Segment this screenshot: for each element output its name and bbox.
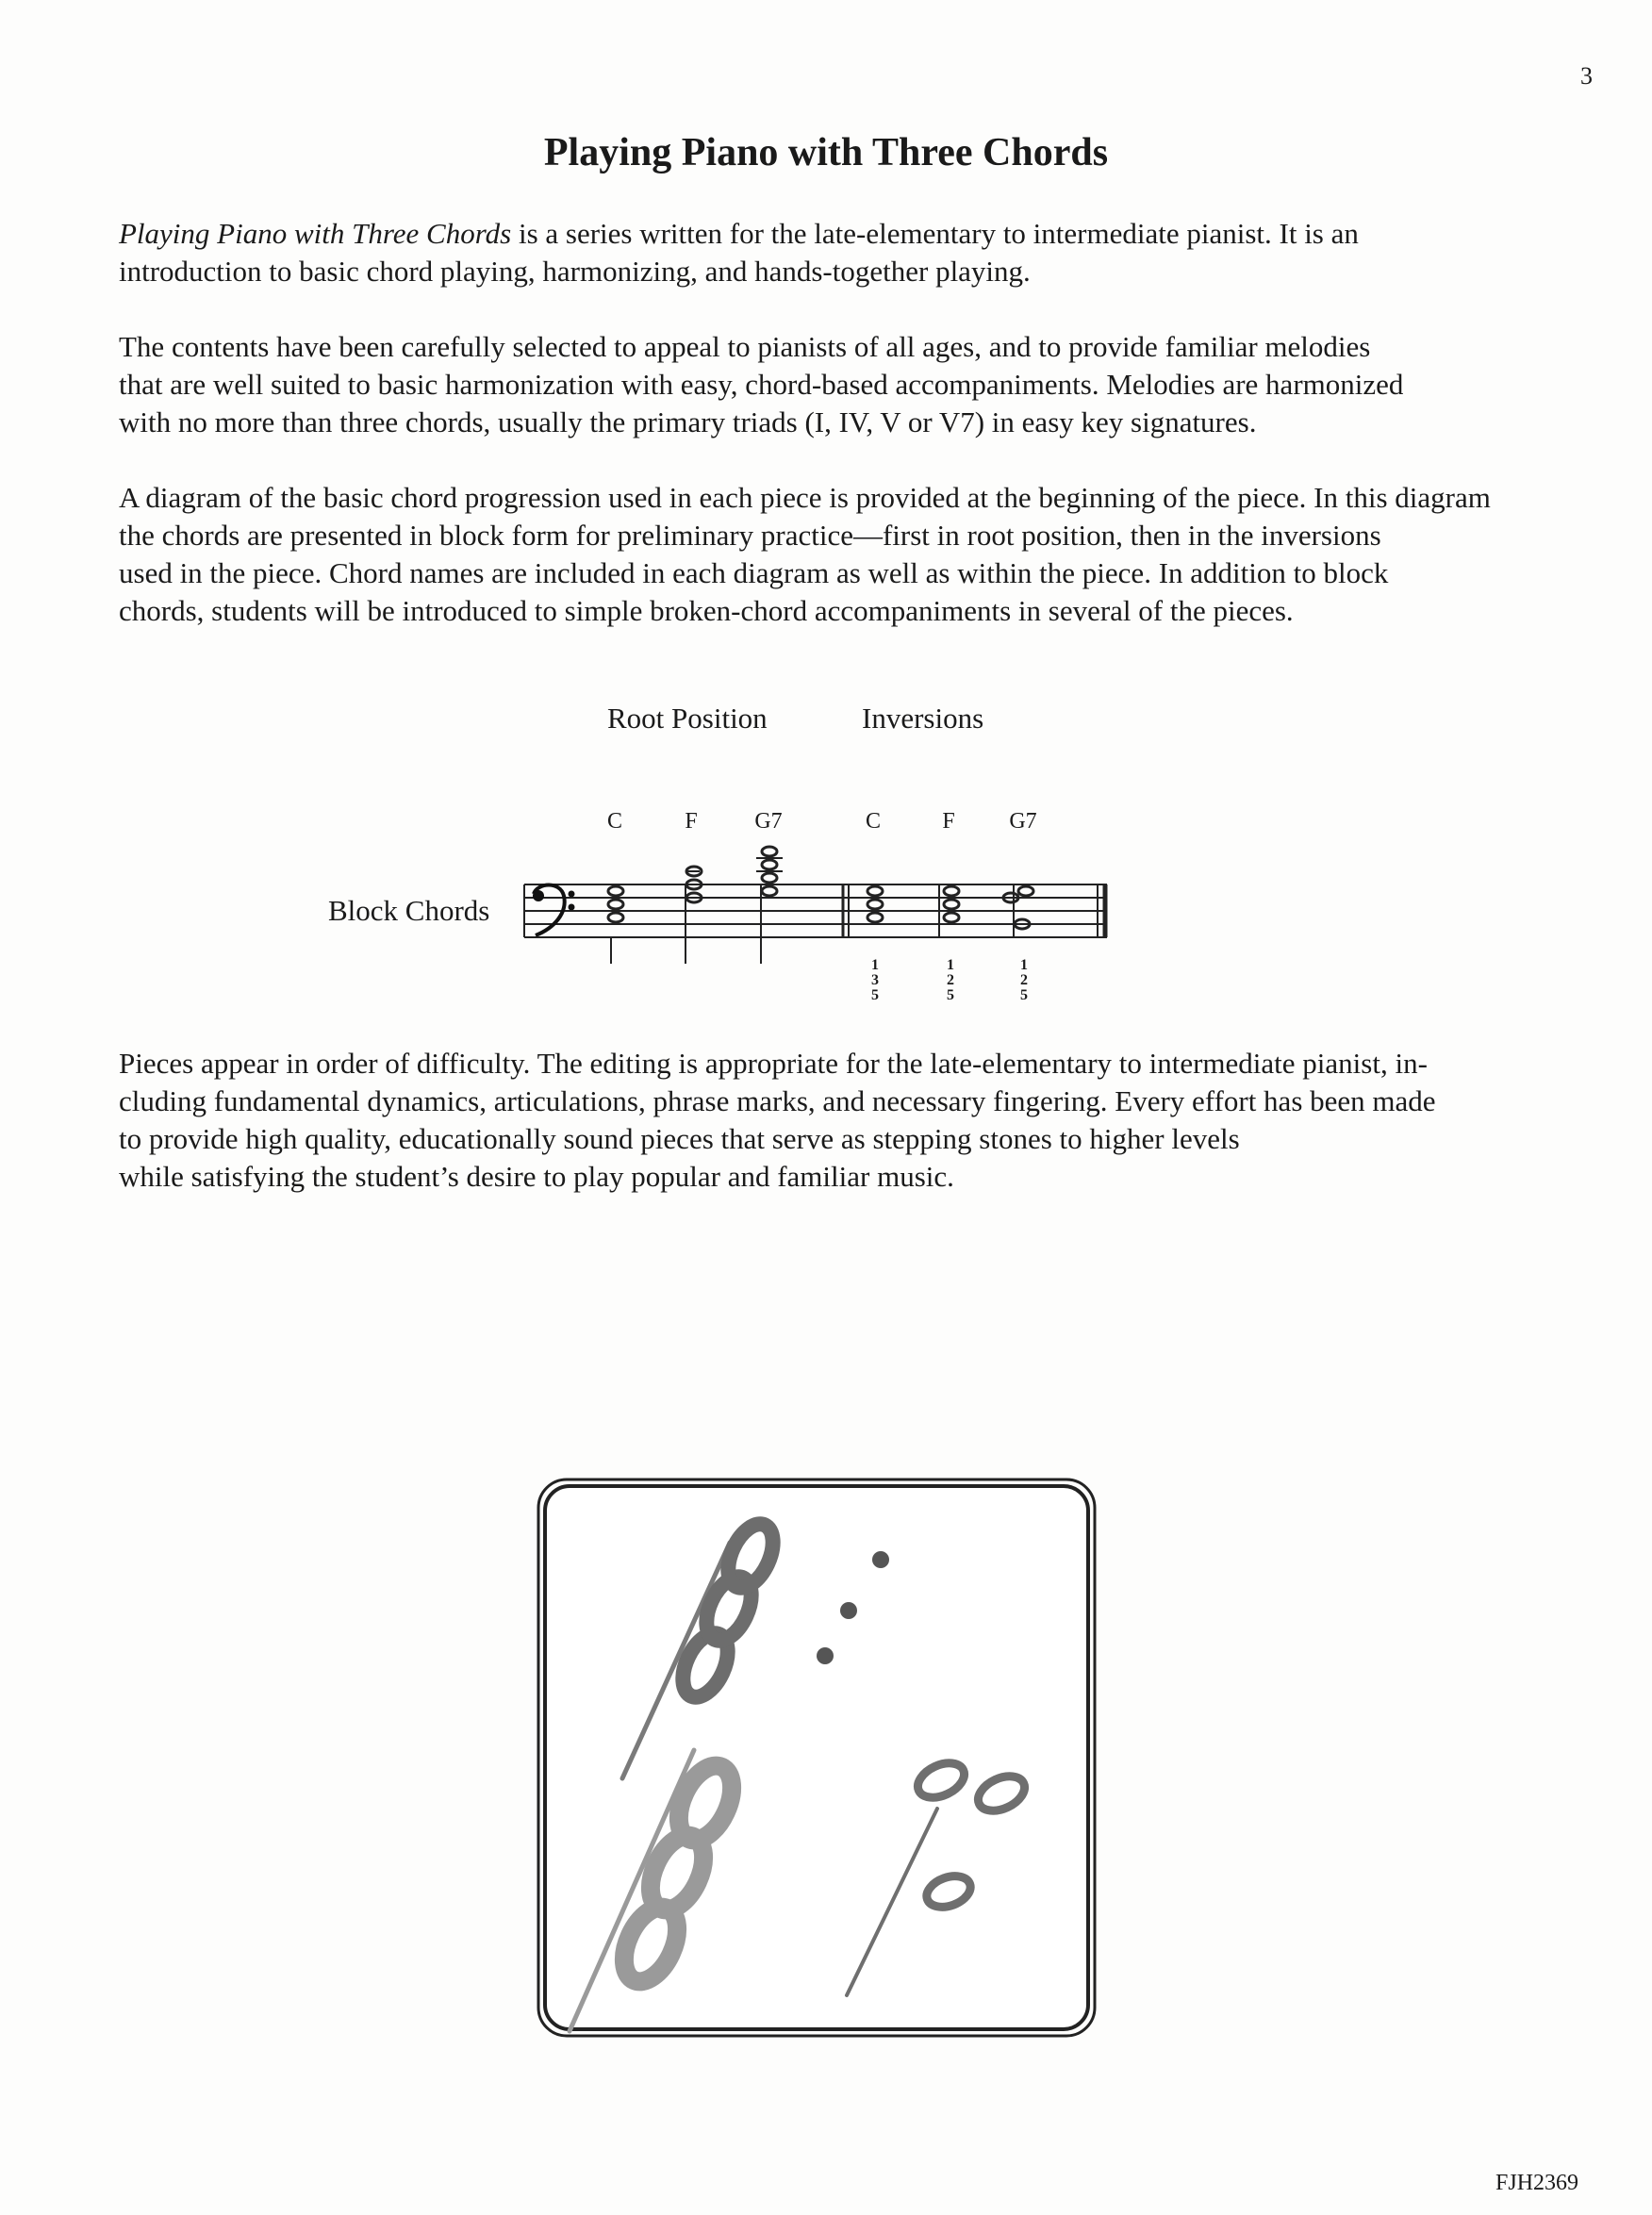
note-head [608, 900, 623, 909]
note-head [762, 860, 777, 869]
note-head [867, 913, 883, 922]
paragraph-line: used in the piece. Chord names are included in each diagram as well as within the piece. In addition to block [119, 556, 1389, 589]
note-head [1018, 886, 1033, 896]
chord-name-root-c: C [606, 809, 622, 834]
paragraph-line: The contents have been carefully selected to appeal to pianists of all ages, and to provide familiar melodies [119, 330, 1371, 363]
fingering-f: 1 2 5 [947, 957, 954, 1003]
intro-line-2: introduction to basic chord playing, harmonizing, and hands-together playing. [119, 255, 1031, 288]
note-head [762, 847, 777, 856]
chord-name-root-g7: G7 [754, 809, 783, 834]
intro-line-1-rest: is a series written for the late-elementary to intermediate pianist. It is an [511, 217, 1359, 250]
catalog-code: FJH2369 [1495, 2171, 1579, 2195]
note-head [762, 873, 777, 883]
fingering-c: 1 3 5 [871, 957, 879, 1003]
note-head [944, 900, 959, 909]
note-head [762, 886, 777, 896]
paragraph-line: chords, students will be introduced to simple broken-chord accompaniments in several of the pieces. [119, 594, 1294, 627]
note-head [867, 886, 883, 896]
note-head [608, 913, 623, 922]
chord-name-inversion-f: F [942, 809, 955, 834]
fingering-g7: 1 2 5 [1020, 957, 1028, 1003]
chord-name-inversion-g7: G7 [1009, 809, 1037, 834]
note-head [944, 886, 959, 896]
difficulty-paragraph [119, 1045, 1543, 1196]
paragraph-line: A diagram of the basic chord progression used in each piece is provided at the beginning of the piece. In this diagram [119, 481, 1491, 514]
root-position-label: Root Position [607, 702, 768, 735]
paragraph-line: Pieces appear in order of difficulty. The editing is appropriate for the late-elementary to intermediate pianist, in- [119, 1047, 1428, 1080]
page-number: 3 [1580, 62, 1593, 90]
series-logo [536, 1477, 1098, 2039]
paragraph-line: the chords are presented in block form for preliminary practice—first in root position, then in the inversions [119, 519, 1381, 552]
note-head [867, 900, 883, 909]
note-head [608, 886, 623, 896]
chord-name-root-f: F [685, 809, 698, 834]
paragraph-line: that are well suited to basic harmonization with easy, chord-based accompaniments. Melodies are harmonized [119, 368, 1404, 401]
paragraph-line: to provide high quality, educationally sound pieces that serve as stepping stones to higher levels [119, 1122, 1240, 1155]
paragraph-line: while satisfying the student’s desire to play popular and familiar music. [119, 1160, 954, 1193]
note-head [944, 913, 959, 922]
series-title: Playing Piano with Three Chords [119, 217, 512, 250]
inversions-label: Inversions [862, 702, 984, 735]
page-title: Playing Piano with Three Chords [543, 131, 1109, 174]
paragraph-line: with no more than three chords, usually the primary triads (I, IV, V or V7) in easy key signatures. [119, 405, 1257, 438]
block-chords-label: Block Chords [328, 894, 490, 927]
paragraph-line: cluding fundamental dynamics, articulations, phrase marks, and necessary fingering. Every effort has been made [119, 1084, 1436, 1117]
chord-name-inversion-c: C [865, 809, 881, 834]
bass-staff [0, 0, 1652, 1037]
